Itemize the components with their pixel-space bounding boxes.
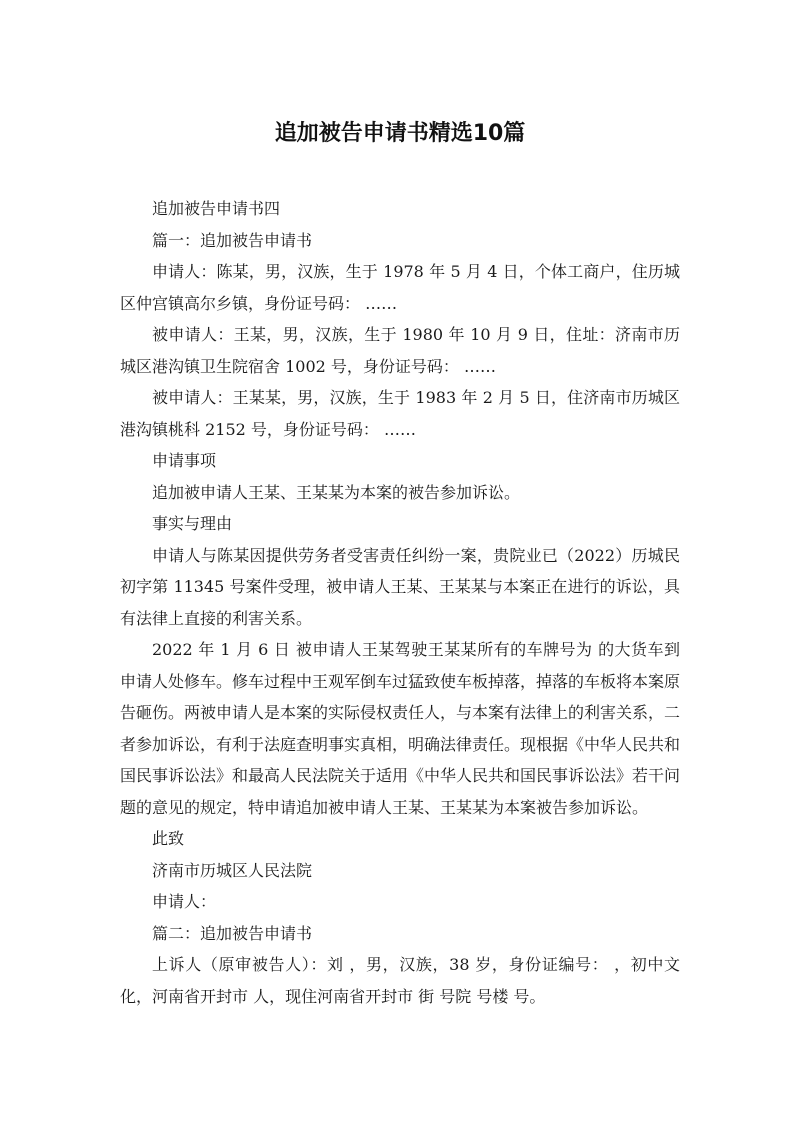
- chapter-heading: 篇一：追加被告申请书: [152, 230, 313, 250]
- facts-paragraph-2: 2022 年 1 月 6 日 被申请人王某驾驶王某某所有的车牌号为 的大货车到申请人处修车。修车过程中王观军倒车过猛致使车板掉落，掉落的车板将本案原告砸伤。两被申请人是本案的实际侵权责任人，与本案有法律上的利害关系，二者参加诉讼，有利于法庭查明事实真相，明确法律责任。现根据《中华人民共和国民事诉讼法》和最高人民法院关于适用《中华人民共和国民事诉讼法》若干问题的意见的规定，特申请追加被申请人王某、王某某为本案被告参加诉讼。: [120, 640, 681, 817]
- respondent-info-1: 被申请人：王某，男，汉族，生于 1980 年 10 月 9 日，住址：济南市历城区港沟镇卫生院宿舍 1002 号，身份证号码： ……: [120, 325, 680, 376]
- court-name: 济南市历城区人民法院: [152, 860, 313, 880]
- salutation: 此致: [152, 829, 185, 848]
- signature-line: 申请人：: [152, 892, 217, 911]
- section-label: 追加被告申请书四: [152, 199, 281, 218]
- respondent-info-2: 被申请人：王某某，男，汉族，生于 1983 年 2 月 5 日，住济南市历城区港沟镇桃科 2152 号，身份证号码： ……: [120, 388, 680, 439]
- request-heading: 申请事项: [152, 451, 217, 470]
- document-body: [120, 193, 680, 1012]
- request-content: 追加被申请人王某、王某某为本案的被告参加诉讼。: [152, 482, 521, 502]
- document-title: 追加被告申请书精选10篇: [274, 121, 526, 146]
- chapter-heading-2: 篇二：追加被告申请书: [152, 923, 313, 943]
- facts-paragraph-1: 申请人与陈某因提供劳务者受害责任纠纷一案，贵院业已（2022）历城民初字第 11345 号案件受理，被申请人王某、王某某与本案正在进行的诉讼，具有法律上直接的利害关系。: [120, 545, 680, 628]
- appellant-info: 上诉人（原审被告人）：刘 ，男，汉族，38 岁，身份证编号： ，初中文化，河南省开封市 人，现住河南省开封市 街 号院 号楼 号。: [120, 955, 680, 1006]
- facts-heading: 事实与理由: [152, 514, 233, 533]
- applicant-info: 申请人：陈某，男，汉族，生于 1978 年 5 月 4 日，个体工商户，住历城区仲宫镇高尔乡镇，身份证号码： ……: [120, 262, 680, 313]
